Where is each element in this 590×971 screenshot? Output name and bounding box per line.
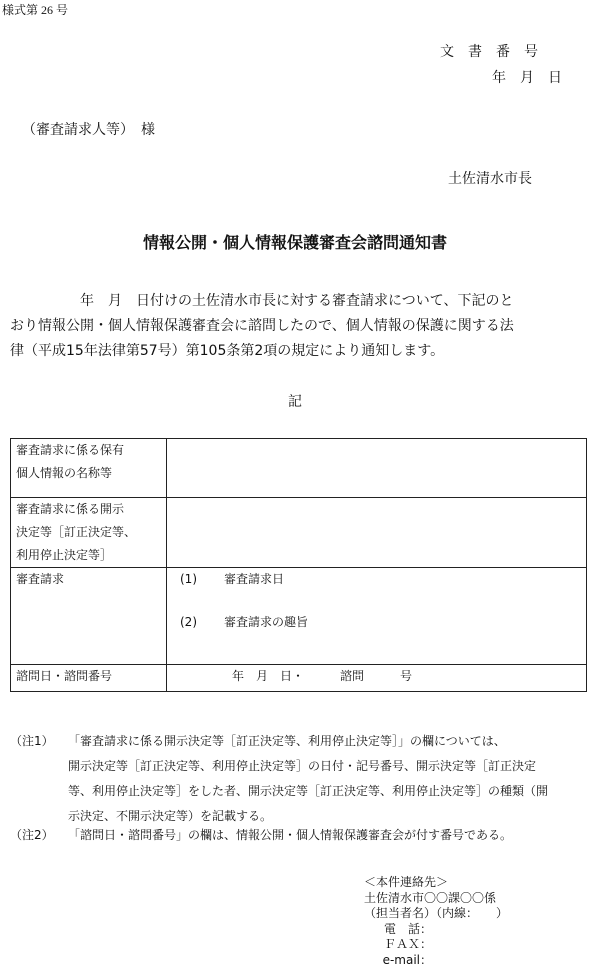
item-number: (1): [180, 572, 197, 586]
note-text: 「審査請求に係る開示決定等［訂正決定等、利用停止決定等］」の欄については、: [68, 734, 506, 748]
item-number: (2): [180, 615, 197, 629]
table-label-cell: [11, 568, 167, 665]
cell-text: 利用停止決定等］: [16, 548, 113, 562]
table-value-cell: [167, 439, 587, 498]
addressee: （審査請求人等） 様: [22, 122, 155, 138]
table-row: [11, 568, 587, 665]
contact-block: [364, 875, 508, 968]
table-row: [11, 439, 587, 498]
table-value-cell: [167, 568, 587, 665]
table-label-cell: [11, 439, 167, 498]
request-purpose-item: [172, 611, 581, 634]
document-number-label: 文 書 番 号: [440, 44, 538, 60]
note-2: [10, 823, 590, 848]
contact-department: 土佐清水市〇〇課〇〇係: [364, 890, 497, 905]
cell-text: 決定等［訂正決定等、: [16, 525, 137, 539]
cell-text: 審査請求: [16, 572, 65, 586]
item-text: 審査請求の趣旨: [224, 615, 309, 629]
table-label-cell: [11, 665, 167, 692]
table-label-cell: [11, 498, 167, 568]
body-line: 律（平成15年法律第57号）第105条第2項の規定により通知します。: [10, 343, 445, 359]
cell-text: 審査請求に係る保有: [16, 443, 125, 457]
table-value-cell: [167, 498, 587, 568]
document-title: 情報公開・個人情報保護審査会諮問通知書: [142, 233, 447, 252]
info-table: [10, 438, 587, 692]
table-row: [11, 665, 587, 692]
inquiry-date-number: 年 月 日・ 諮問 号: [172, 669, 413, 683]
document-date-label: 年 月 日: [492, 70, 562, 86]
contact-email: e-mail：: [382, 952, 432, 967]
contact-tel: 電 話：: [383, 921, 432, 936]
body-line: おり情報公開・個人情報保護審査会に諮問したので、個人情報の保護に関する法: [10, 318, 514, 334]
note-text: 等、利用停止決定等］をした者、開示決定等［訂正決定等、利用停止決定等］の種類（開: [68, 784, 549, 798]
contact-fax: ＦＡＸ：: [383, 937, 432, 951]
note-text: 示決定、不開示決定等）を記載する。: [68, 809, 273, 823]
ki-heading: 記: [288, 394, 302, 410]
note-tag: （注2）: [10, 828, 54, 842]
cell-text: 審査請求に係る開示: [16, 502, 125, 516]
note-text: 開示決定等［訂正決定等、利用停止決定等］の日付・記号番号、開示決定等［訂正決定: [68, 759, 537, 773]
cell-text: 諮問日・諮問番号: [16, 669, 113, 683]
contact-heading: ＜本件連絡先＞: [364, 875, 449, 889]
table-value-cell: [167, 665, 587, 692]
item-text: 審査請求日: [224, 572, 285, 586]
body-line: 年 月 日付けの土佐清水市長に対する審査請求について、下記のと: [10, 293, 514, 309]
form-number: 様式第 26 号: [2, 3, 69, 17]
table-row: [11, 498, 587, 568]
body-text: [10, 289, 590, 364]
note-text: 「諮問日・諮問番号」の欄は、情報公開・個人情報保護審査会が付す番号である。: [68, 828, 513, 842]
contact-person: （担当者名）（内線： ）: [364, 906, 509, 920]
note-tag: （注1）: [10, 734, 54, 748]
cell-text: 個人情報の名称等: [16, 466, 113, 480]
request-date-item: [172, 568, 581, 591]
sender: 土佐清水市長: [448, 171, 532, 187]
note-1: [10, 729, 590, 829]
